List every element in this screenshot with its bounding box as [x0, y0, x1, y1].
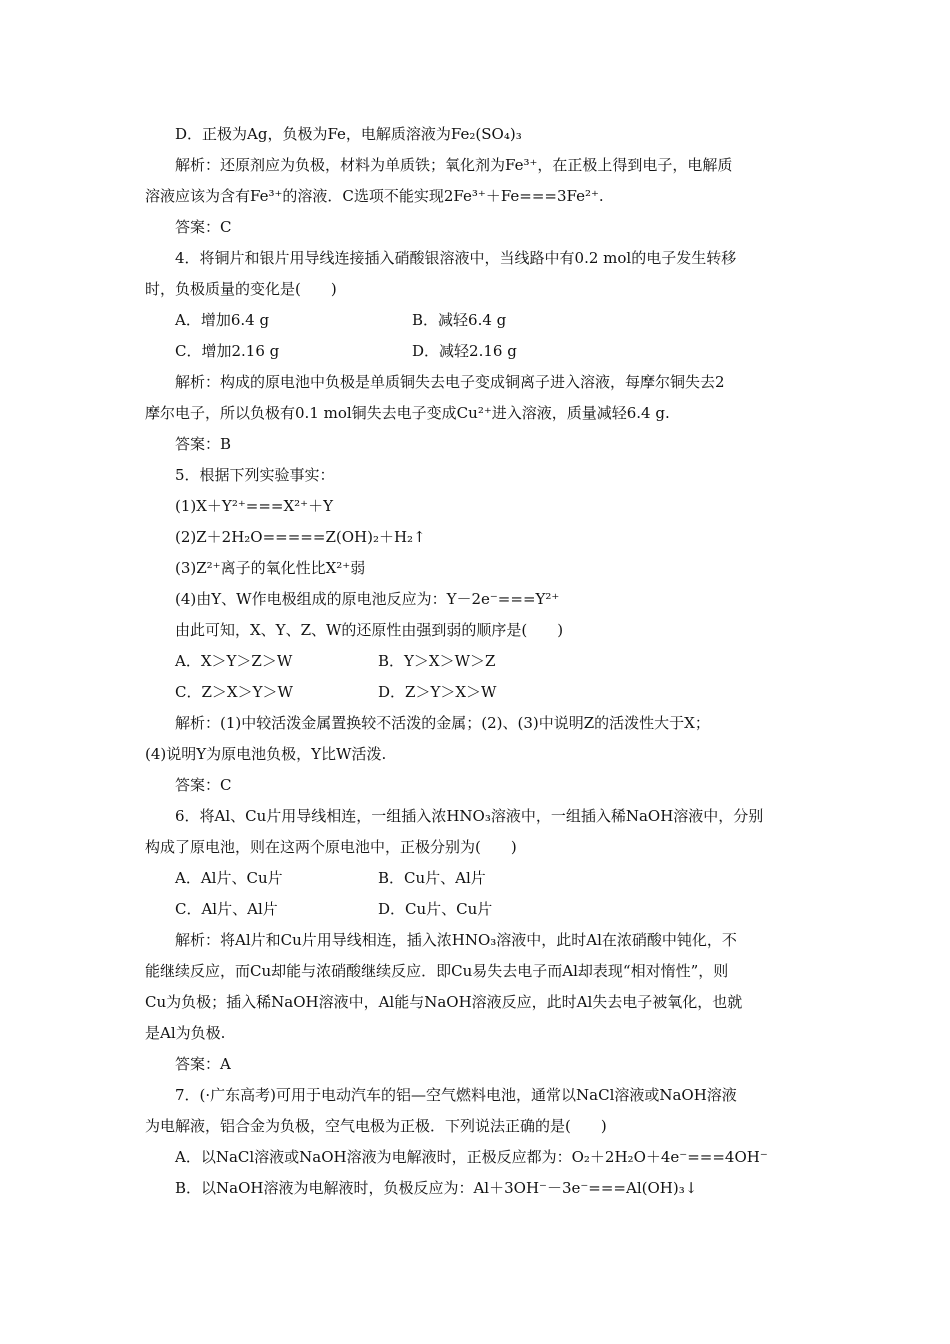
q6-analysis-line1: 解析：将Al片和Cu片用导线相连，插入浓HNO₃溶液中，此时Al在浓硝酸中钝化，不 — [175, 931, 737, 949]
q5-fact-4: (4)由Y、W作电极组成的原电池反应为：Y－2e⁻===Y²⁺ — [175, 590, 560, 608]
q5-option-d: D．Z＞Y＞X＞W — [378, 683, 497, 701]
q6-answer: 答案：A — [175, 1055, 231, 1073]
q3-answer: 答案：C — [175, 218, 232, 236]
q5-option-c: C．Z＞X＞Y＞W — [175, 683, 293, 701]
q4-analysis-line1: 解析：构成的原电池中负极是单质铜失去电子变成铜离子进入溶液，每摩尔铜失去2 — [175, 373, 725, 391]
q5-fact-3: (3)Z²⁺离子的氧化性比X²⁺弱 — [175, 559, 366, 577]
q6-option-b: B．Cu片、Al片 — [378, 869, 486, 887]
q7-option-b: B．以NaOH溶液为电解液时，负极反应为：Al＋3OH⁻－3e⁻===Al(OH)₃↓ — [175, 1179, 698, 1197]
q4-option-b: B．减轻6.4 g — [412, 311, 507, 329]
q4-answer: 答案：B — [175, 435, 232, 453]
q4-option-d: D．减轻2.16 g — [412, 342, 517, 360]
q4-stem-line1: 4．将铜片和银片用导线连接插入硝酸银溶液中，当线路中有0.2 mol的电子发生转移 — [175, 249, 737, 267]
q6-analysis-line4: 是Al为负极. — [145, 1024, 226, 1042]
q7-stem-line2: 为电解液，铝合金为负极，空气电极为正极．下列说法正确的是( ) — [145, 1117, 607, 1135]
q4-option-a: A．增加6.4 g — [175, 311, 270, 329]
q6-option-c: C．Al片、Al片 — [175, 900, 278, 918]
q4-option-c: C．增加2.16 g — [175, 342, 280, 360]
q6-option-d: D．Cu片、Cu片 — [378, 900, 493, 918]
q5-option-a: A．X＞Y＞Z＞W — [175, 652, 293, 670]
q5-option-b: B．Y＞X＞W＞Z — [378, 652, 496, 670]
q3-analysis-line1: 解析：还原剂应为负极，材料为单质铁；氧化剂为Fe³⁺，在正极上得到电子，电解质 — [175, 156, 733, 174]
q6-analysis-line2: 能继续反应，而Cu却能与浓硝酸继续反应．即Cu易失去电子而Al却表现“相对惰性”，则 — [145, 962, 729, 980]
q6-stem-line2: 构成了原电池，则在这两个原电池中，正极分别为( ) — [145, 838, 517, 856]
q7-stem-line1: 7．(·广东高考)可用于电动汽车的铝—空气燃料电池，通常以NaCl溶液或NaOH溶液 — [175, 1086, 737, 1104]
q5-analysis-line1: 解析：(1)中较活泼金属置换较不活泼的金属；(2)、(3)中说明Z的活泼性大于X； — [175, 714, 710, 732]
q5-fact-2: (2)Z＋2H₂O=====Z(OH)₂＋H₂↑ — [175, 528, 426, 546]
q5-stem: 5．根据下列实验事实： — [175, 466, 335, 484]
q6-option-a: A．Al片、Cu片 — [175, 869, 283, 887]
q3-analysis-line2: 溶液应该为含有Fe³⁺的溶液．C选项不能实现2Fe³⁺＋Fe===3Fe²⁺. — [145, 187, 604, 205]
q4-stem-line2: 时，负极质量的变化是( ) — [145, 280, 337, 298]
q5-question: 由此可知，X、Y、Z、W的还原性由强到弱的顺序是( ) — [175, 621, 564, 639]
q5-fact-1: (1)X＋Y²⁺===X²⁺＋Y — [175, 497, 333, 515]
q6-stem-line1: 6．将Al、Cu片用导线相连，一组插入浓HNO₃溶液中，一组插入稀NaOH溶液中，分别 — [175, 807, 764, 825]
q5-answer: 答案：C — [175, 776, 232, 794]
q6-analysis-line3: Cu为负极；插入稀NaOH溶液中，Al能与NaOH溶液反应，此时Al失去电子被氧化，也就 — [145, 993, 743, 1011]
q4-analysis-line2: 摩尔电子，所以负极有0.1 mol铜失去电子变成Cu²⁺进入溶液，质量减轻6.4 g. — [145, 404, 670, 422]
q5-analysis-line2: (4)说明Y为原电池负极，Y比W活泼. — [145, 745, 387, 763]
q3-option-d: D．正极为Ag，负极为Fe，电解质溶液为Fe₂(SO₄)₃ — [175, 125, 522, 143]
q7-option-a: A．以NaCl溶液或NaOH溶液为电解液时，正极反应都为：O₂＋2H₂O＋4e⁻===4OH⁻ — [175, 1148, 768, 1166]
